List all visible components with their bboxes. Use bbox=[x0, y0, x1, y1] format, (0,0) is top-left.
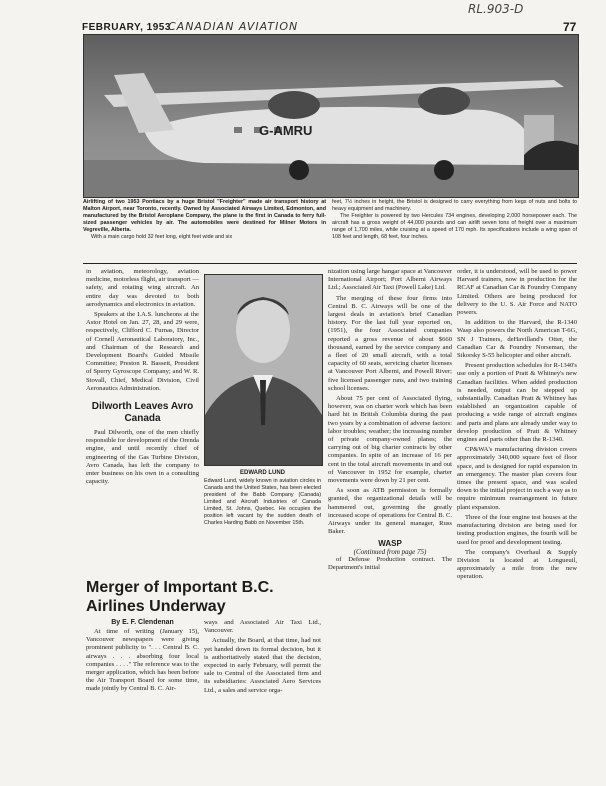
col4-paragraph-2: In addition to the Harvard, the R-1340 Wasp also powers the North American T-6G, SN J Trainers, deHavilland's Otter, the Canadian Car & Foundry Norseman, the Sikorsky S-55 helicopter and other aircraft. bbox=[457, 319, 577, 360]
col4-paragraph-1: order, it is understood, will be used to power Harvard trainers, now in production for the RCAF at Canadian Car & Foundry Company Limited. Others are being produced for delivery to the U. S. Air Force and NATO powers. bbox=[457, 268, 577, 317]
wasp-continued-note: (Continued from page 75) bbox=[353, 547, 427, 556]
portrait-name: EDWARD LUND bbox=[240, 470, 285, 476]
photo-caption-right bbox=[332, 199, 577, 241]
merger-headline: Merger of Important B.C. Airlines Underway bbox=[86, 579, 274, 615]
col3-paragraph-2: The merging of these four firms into Central B. C. Airways will be one of the largest deals in aviation's brief Canadian history. For the last full year reported on, (1951), the four Associated companies reported a gross revenue of about $660 thousand, earned by the service company and a fleet of 20 small aircraft, with a total capacity of 60 seats, servicing charter licenses at Vancouver Port Alberni, and Powell River; five licensed passenger runs, and two training school licenses. bbox=[328, 294, 452, 392]
page-number: 77 bbox=[563, 20, 577, 34]
freighter-aircraft-illustration bbox=[84, 35, 578, 197]
portrait-illustration bbox=[205, 275, 322, 465]
merger-paragraph-1: At time of writing (January 15), Vancouver newspapers were giving prominent publicity to ". . . Central B. C. airways . . . absorbing four local companies . . . ." The reference was to the merger application, which has been before the Air Transport Board for some time, made jointly by Central B. C. Air- bbox=[86, 628, 199, 693]
dilworth-headline: Dilworth Leaves Avro Canada bbox=[91, 401, 194, 425]
portrait-caption: Edward Lund, widely known in aviation circles in Canada and the United States, has been elected president of the Babb Company (Canada) Limited and Aircraft Industries of Canada Limited, St. Johns, Quebec. He occupies the position left vacant by the sudden death of Charles Harding Babb on November 15th. bbox=[204, 478, 321, 526]
wasp-subheading: WASP bbox=[378, 538, 402, 548]
col4-paragraph-3: Present production schedules for R-1340's use only a portion of Pratt & Whitney's new Canadian facilities. When added production is needed, output can be stepped up substantially. Canadian Pratt & Whitney has established an organization capable of producing a wide range of aircraft engines and parts and plans are already under way to develop production of Pratt & Whitney engines and parts other than the R-1340. bbox=[457, 362, 577, 444]
col3-paragraph-3: About 75 per cent of Associated flying, however, was on charter work which has been hard hit in British Columbia during the past two years by a combination of adverse factors: labor troubles; weather; the increasing number of private company-owned planes; the carrying out of big charter contracts by other companies. In spite of an increase of 16 per cent in the total aircraft movements in and out of Vancouver in 1952 for example, charter movements were down by 21 per cent. bbox=[328, 395, 452, 485]
photo-caption-left-text: Airlifting of two 1953 Pontiacs by a huge Bristol "Freighter" made air transport history at Malton Airport, near Toronto, recently. Owned by Associated Airways Limited, Edmonton, and manufactured by the Bristol Aeroplane Company, the plane is the first in Canada to ferry full-sized passenger vehicles by air. The automobiles were destined for Milner Motors in Vegreville, Alberta. bbox=[83, 199, 326, 233]
col4-paragraph-5: Three of the four engine test houses at the manufacturing division are being used for testing production engines, the fourth will be used for proof and development testing. bbox=[457, 513, 577, 546]
photo-caption-left-tail: With a main cargo hold 32 feet long, eight feet wide and six bbox=[91, 234, 233, 240]
merger-column-b bbox=[204, 619, 321, 697]
col3-paragraph-4: As soon as ATB permission is formally granted, the organizational details will be hammered out, governing the greatly increased scope of operations for Central B. C. Airways under its general manager, Russ Baker. bbox=[328, 487, 452, 536]
col4-paragraph-4: CP&WA's manufacturing division covers approximately 340,000 square feet of floor space, and is designed for rapid expansion in an emergency. The master plan covers four times the present space, and was scaled down to the initial project in such a way as to require minimum rearrangement in future plant expansion. bbox=[457, 446, 577, 511]
photo-caption-right-text-2: The Freighter is powered by two Hercules 734 engines, developing 2,000 horsepower each. The aircraft has a gross weight of 44,000 pounds and can airlift seven tons of freight over a maximum range of 1,700 miles, while cruising at a speed of 170 mph. Its specifications include a wing span of 108 feet and length, 68 feet, four inches. bbox=[332, 213, 577, 240]
photo-caption-left bbox=[83, 199, 326, 241]
col1-paragraph-3: Paul Dilworth, one of the men chiefly responsible for development of the Orenda engine, and until recently chief of engineering of the Gas Turbine Division, Avro Canada, has left the company to enter business on his own in a consulting capacity. bbox=[86, 429, 199, 486]
col1-paragraph-1: in aviation, meteorology, aviation medicine, motorless flight, air transport — safety, and rotating wing aircraft. An entire day was devoted to both aerodynamics and electronics in aviation. bbox=[86, 268, 199, 308]
column-3 bbox=[328, 268, 452, 574]
merger-paragraph-3: Actually, the Board, at that time, had not yet handed down its formal decision, but it is authoritatively stated that the decision, expected in early February, will permit the sale to Central of the Associated firm and its subsidiaries: Associated Aero Services Ltd., a sales and service orga- bbox=[204, 637, 321, 694]
col3-paragraph-1: nization using large hangar space at Vancouver International Airport; Port Alberni Airways Ltd.; Associated Air Taxi (Powell Lake) Ltd. bbox=[328, 268, 452, 292]
bristol-freighter-photo bbox=[83, 34, 579, 198]
edward-lund-portrait bbox=[204, 274, 323, 466]
handwritten-title: CANADIAN AVIATION bbox=[168, 20, 299, 33]
divider-rule bbox=[83, 263, 577, 264]
column-4 bbox=[457, 268, 577, 584]
merger-column-a bbox=[86, 628, 199, 696]
column-1 bbox=[86, 268, 199, 488]
handwritten-reference: RL.903-D bbox=[468, 2, 524, 16]
photo-caption-right-text: feet, 7½ inches in height, the Bristol is designed to carry everything from kegs of nuts and bolts to heavy equipment and machinery. bbox=[332, 199, 577, 212]
col4-paragraph-6: The company's Overhaul & Supply Division is located at Longueuil, approximately a mile from the new operation. bbox=[457, 548, 577, 581]
merger-byline: By E. F. Clendenan bbox=[111, 619, 174, 626]
merger-paragraph-2: ways and Associated Air Taxi Ltd., Vancouver. bbox=[204, 619, 321, 635]
aircraft-registration: G-AMRU bbox=[259, 123, 313, 138]
issue-date: FEBRUARY, 1953 bbox=[82, 22, 171, 33]
col1-paragraph-2: Speakers at the I.A.S. luncheons at the Astor Hotel on Jan. 27, 28, and 29 were, respectively, Clifford C. Furnas, Director of Cornell Aeronautical Laboratory, Inc., and Chairman of the Research and Development Board's Guided Missile Committee; Preston R. Bassett, President of Sperry Gyroscope Company; and W. R. Stovall, Chief, Medical Division, Civil Aeronautics Administration. bbox=[86, 311, 199, 392]
col3-paragraph-5: of Defense Production contract. The Department's initial bbox=[328, 555, 452, 572]
